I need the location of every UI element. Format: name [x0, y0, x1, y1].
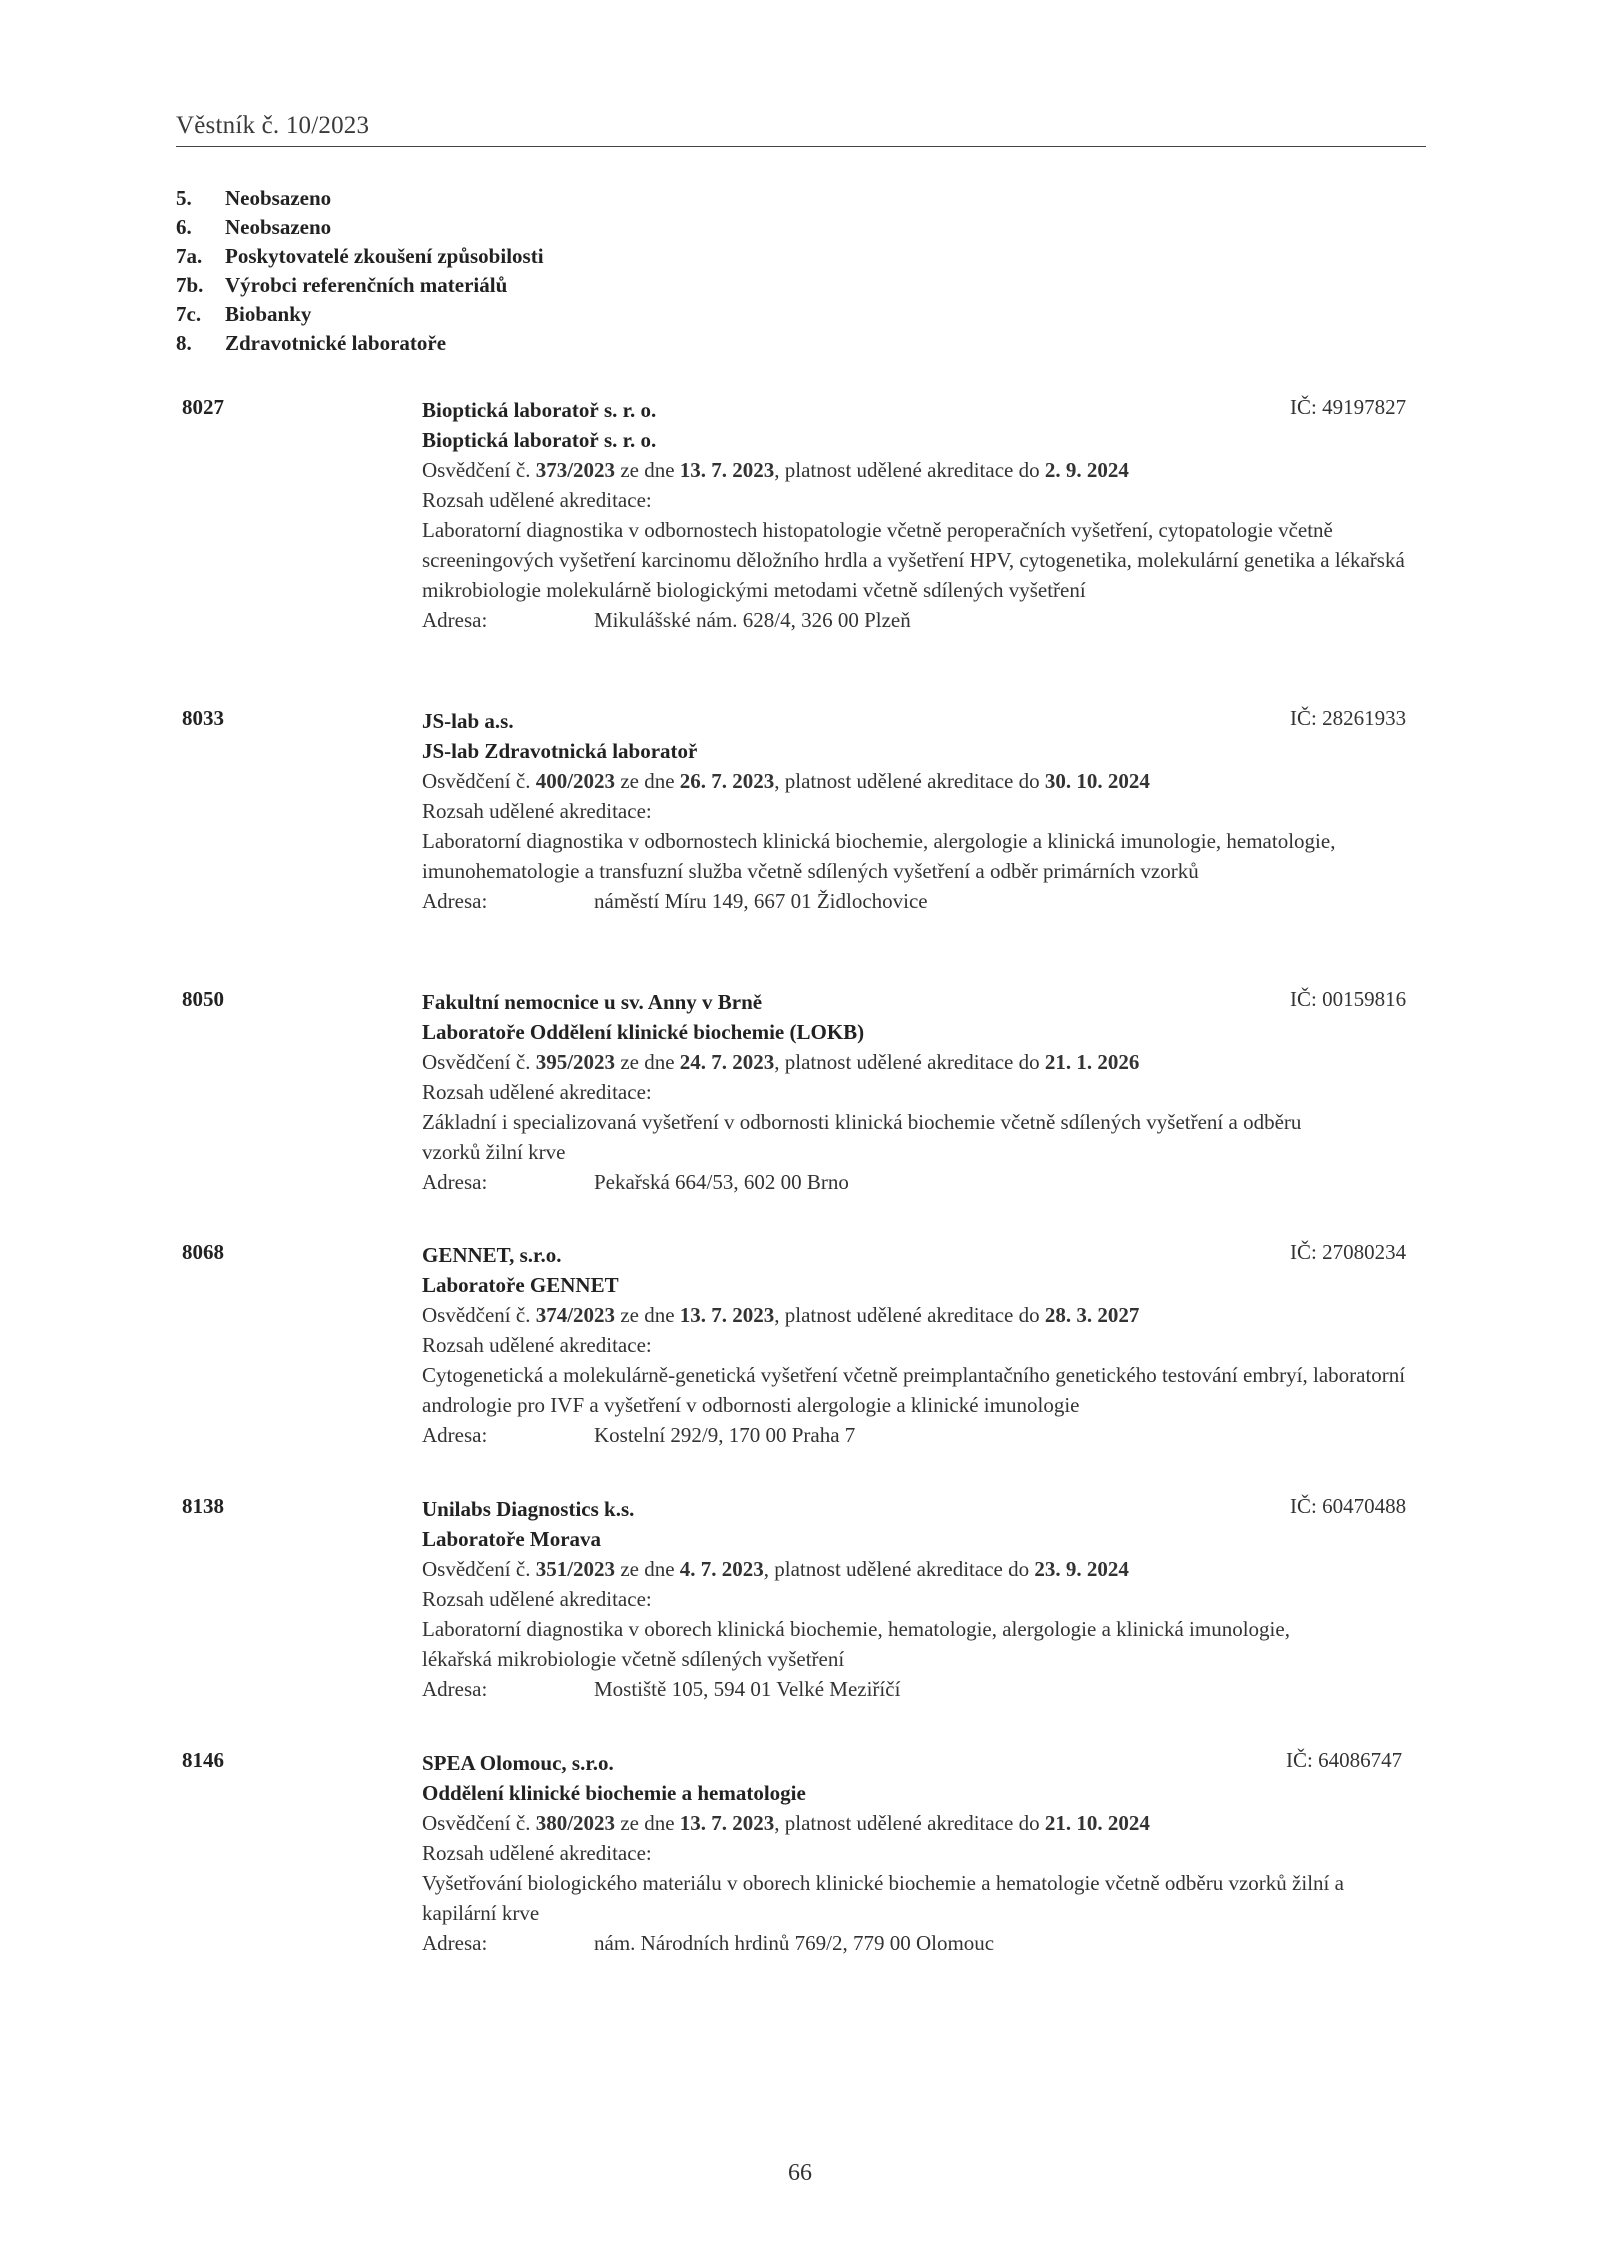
- toc-number: 7a.: [176, 244, 203, 268]
- cert-mid: ze dne: [615, 1557, 680, 1581]
- cert-prefix: Osvědčení č.: [422, 1557, 536, 1581]
- lab-name: Bioptická laboratoř s. r. o.: [422, 428, 657, 452]
- toc-item: [176, 331, 544, 360]
- cert-mid: ze dne: [615, 1303, 680, 1327]
- scope-text: Laboratorní diagnostika v oborech klinická biochemie, hematologie, alergologie a klinická imunologie, lékařská mikrobiologie včetně sdílených vyšetření: [422, 1617, 1290, 1671]
- cert-prefix: Osvědčení č.: [422, 1811, 536, 1835]
- entry-id: 8068: [182, 1240, 224, 1264]
- cert-number: 380/2023: [535, 1811, 616, 1835]
- cert-date: 24. 7. 2023: [679, 1050, 775, 1074]
- page-number: 66: [788, 2160, 812, 2186]
- entry-details: [422, 1240, 1432, 1450]
- certificate-line: [422, 766, 1432, 796]
- scope-text: Základní i specializovaná vyšetření v odbornosti klinická biochemie včetně sdílených vyšetření a odběru vzorků žilní krve: [422, 1110, 1302, 1164]
- entry-id: 8033: [182, 706, 224, 730]
- scope-text: Laboratorní diagnostika v odbornostech klinická biochemie, alergologie a klinická imunologie, hematologie, imunohematologie a transfuzní služba včetně sdílených vyšetření a odběr primárních vzorků: [422, 829, 1336, 883]
- lab-name: Laboratoře GENNET: [422, 1273, 619, 1297]
- toc-number: 7b.: [176, 273, 204, 297]
- certificate-line: [422, 1808, 1432, 1838]
- cert-date: 13. 7. 2023: [679, 1811, 775, 1835]
- scope-text: Laboratorní diagnostika v odbornostech histopatologie včetně peroperačních vyšetření, cytopatologie včetně screeningových vyšetření karcinomu děložního hrdla a vyšetření HPV, cytogenetika, molekulární genetika a lékařská mikrobiologie molekulárně biologickými metodami včetně sdílených vyšetření: [422, 518, 1405, 602]
- toc-label: Neobsazeno: [225, 215, 332, 239]
- toc-label: Zdravotnické laboratoře: [225, 331, 447, 355]
- cert-prefix: Osvědčení č.: [422, 1303, 536, 1327]
- scope-label: Rozsah udělené akreditace:: [422, 1841, 652, 1865]
- scope-label: Rozsah udělené akreditace:: [422, 799, 652, 823]
- cert-date: 13. 7. 2023: [679, 458, 775, 482]
- address-value: nám. Národních hrdinů 769/2, 779 00 Olomouc: [594, 1931, 995, 1955]
- valid-until: 23. 9. 2024: [1034, 1557, 1129, 1581]
- company-ic: IČ: 27080234: [1290, 1240, 1407, 1264]
- scope-text: Vyšetřování biologického materiálu v oborech klinické biochemie a hematologie včetně odběru vzorků žilní a kapilární krve: [422, 1871, 1344, 1925]
- entry-details: [422, 395, 1432, 635]
- toc-item: [176, 244, 544, 273]
- address-label: Adresa:: [422, 1170, 488, 1194]
- cert-valid-text: , platnost udělené akreditace do: [774, 1050, 1045, 1074]
- lab-name: Laboratoře Oddělení klinické biochemie (LOKB): [422, 1020, 865, 1044]
- address-label: Adresa:: [422, 1423, 488, 1447]
- certificate-line: [422, 455, 1432, 485]
- table-of-contents: [176, 186, 544, 360]
- lab-name: Oddělení klinické biochemie a hematologie: [422, 1781, 806, 1805]
- address-label: Adresa:: [422, 889, 488, 913]
- cert-prefix: Osvědčení č.: [422, 769, 536, 793]
- toc-number: 8.: [176, 331, 192, 355]
- address-line: [422, 1674, 1432, 1704]
- certificate-line: [422, 1047, 1432, 1077]
- toc-number: 7c.: [176, 302, 202, 326]
- cert-mid: ze dne: [615, 1050, 680, 1074]
- journal-title: Věstník č. 10/2023: [176, 112, 370, 139]
- cert-valid-text: , platnost udělené akreditace do: [763, 1557, 1035, 1581]
- address-line: [422, 1420, 1432, 1450]
- valid-until: 21. 1. 2026: [1044, 1050, 1140, 1074]
- toc-label: Biobanky: [225, 302, 312, 326]
- valid-until: 21. 10. 2024: [1044, 1811, 1150, 1835]
- toc-item: [176, 302, 544, 331]
- cert-number: 400/2023: [535, 769, 616, 793]
- toc-item: [176, 186, 544, 215]
- valid-until: 30. 10. 2024: [1044, 769, 1150, 793]
- valid-until: 2. 9. 2024: [1044, 458, 1129, 482]
- entry-details: [422, 1494, 1432, 1704]
- entry-id: 8050: [182, 987, 224, 1011]
- company-name: Unilabs Diagnostics k.s.: [422, 1497, 635, 1521]
- cert-valid-text: , platnost udělené akreditace do: [774, 1303, 1045, 1327]
- cert-number: 373/2023: [535, 458, 616, 482]
- cert-date: 26. 7. 2023: [679, 769, 775, 793]
- lab-name: JS-lab Zdravotnická laboratoř: [422, 739, 698, 763]
- toc-item: [176, 215, 544, 244]
- company-name: Bioptická laboratoř s. r. o.: [422, 398, 657, 422]
- company-name: JS-lab a.s.: [422, 709, 514, 733]
- cert-valid-text: , platnost udělené akreditace do: [774, 1811, 1045, 1835]
- scope-label: Rozsah udělené akreditace:: [422, 1587, 652, 1611]
- toc-label: Neobsazeno: [225, 186, 332, 210]
- scope-label: Rozsah udělené akreditace:: [422, 1080, 652, 1104]
- cert-prefix: Osvědčení č.: [422, 458, 536, 482]
- cert-valid-text: , platnost udělené akreditace do: [774, 458, 1045, 482]
- toc-number: 5.: [176, 186, 192, 210]
- address-value: Pekařská 664/53, 602 00 Brno: [594, 1170, 849, 1194]
- company-ic: IČ: 00159816: [1290, 987, 1407, 1011]
- toc-label: Výrobci referenčních materiálů: [225, 273, 508, 297]
- toc-label: Poskytovatelé zkoušení způsobilosti: [225, 244, 544, 268]
- toc-item: [176, 273, 544, 302]
- cert-mid: ze dne: [615, 769, 680, 793]
- scope-label: Rozsah udělené akreditace:: [422, 488, 652, 512]
- valid-until: 28. 3. 2027: [1044, 1303, 1140, 1327]
- cert-number: 351/2023: [535, 1557, 616, 1581]
- entry-details: [422, 987, 1432, 1197]
- company-ic: IČ: 64086747: [1286, 1748, 1403, 1772]
- lab-name: Laboratoře Morava: [422, 1527, 602, 1551]
- address-label: Adresa:: [422, 608, 488, 632]
- address-line: [422, 1167, 1432, 1197]
- page-header: [176, 112, 1426, 147]
- address-label: Adresa:: [422, 1931, 488, 1955]
- address-value: Mikulášské nám. 628/4, 326 00 Plzeň: [594, 608, 911, 632]
- address-value: Kostelní 292/9, 170 00 Praha 7: [594, 1423, 856, 1447]
- cert-date: 4. 7. 2023: [679, 1557, 764, 1581]
- address-line: [422, 886, 1432, 916]
- scope-text: Cytogenetická a molekulárně-genetická vyšetření včetně preimplantačního genetického testování embryí, laboratorní andrologie pro IVF a vyšetření v odbornosti alergologie a klinické imunologie: [422, 1363, 1406, 1417]
- entry-id: 8146: [182, 1748, 224, 1772]
- address-line: [422, 1928, 1432, 1958]
- toc-number: 6.: [176, 215, 192, 239]
- cert-number: 374/2023: [535, 1303, 616, 1327]
- certificate-line: [422, 1554, 1432, 1584]
- company-name: GENNET, s.r.o.: [422, 1243, 562, 1267]
- scope-label: Rozsah udělené akreditace:: [422, 1333, 652, 1357]
- company-name: SPEA Olomouc, s.r.o.: [422, 1751, 614, 1775]
- cert-date: 13. 7. 2023: [679, 1303, 775, 1327]
- address-label: Adresa:: [422, 1677, 488, 1701]
- company-name: Fakultní nemocnice u sv. Anny v Brně: [422, 990, 763, 1014]
- entry-details: [422, 706, 1432, 916]
- entry-id: 8138: [182, 1494, 224, 1518]
- cert-valid-text: , platnost udělené akreditace do: [774, 769, 1045, 793]
- cert-number: 395/2023: [535, 1050, 616, 1074]
- entry-details: [422, 1748, 1432, 1958]
- cert-mid: ze dne: [615, 458, 680, 482]
- cert-mid: ze dne: [615, 1811, 680, 1835]
- company-ic: IČ: 28261933: [1290, 706, 1407, 730]
- company-ic: IČ: 49197827: [1290, 395, 1407, 419]
- entry-id: 8027: [182, 395, 224, 419]
- address-value: náměstí Míru 149, 667 01 Židlochovice: [594, 889, 928, 913]
- company-ic: IČ: 60470488: [1290, 1494, 1407, 1518]
- address-line: [422, 605, 1432, 635]
- cert-prefix: Osvědčení č.: [422, 1050, 536, 1074]
- certificate-line: [422, 1300, 1432, 1330]
- address-value: Mostiště 105, 594 01 Velké Meziříčí: [594, 1677, 901, 1701]
